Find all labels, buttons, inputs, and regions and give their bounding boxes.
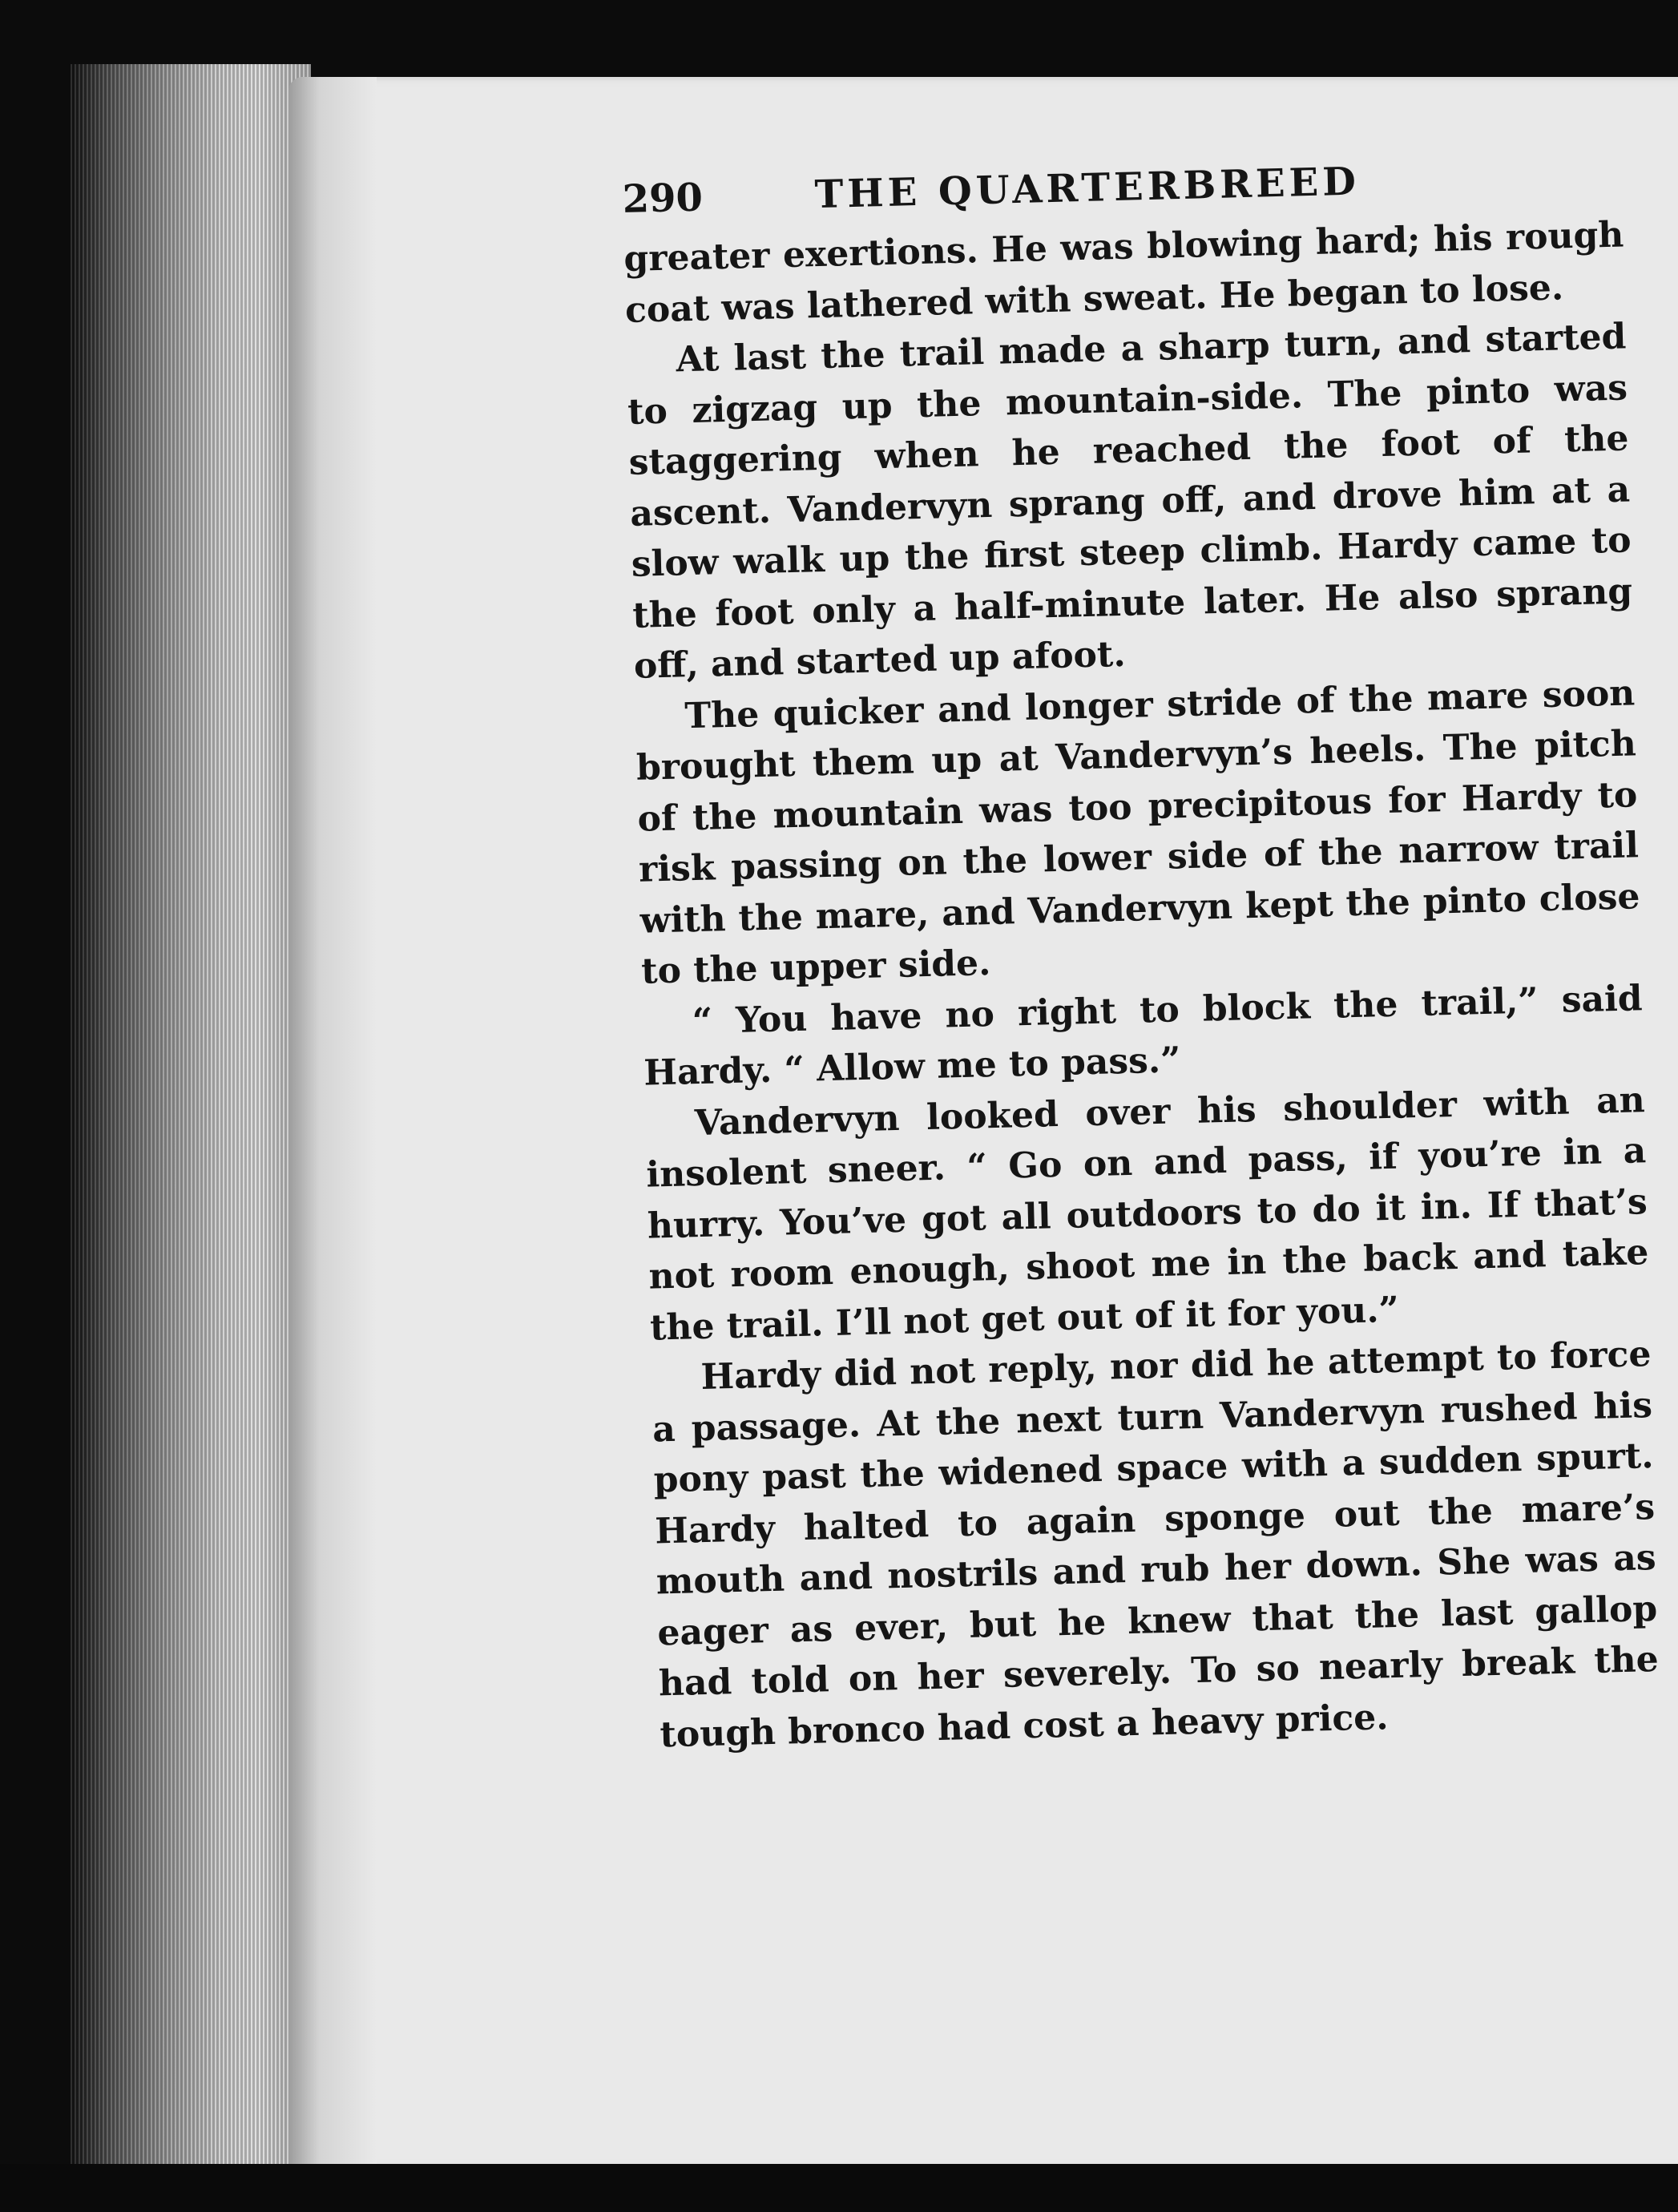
scan-border [0,2164,1678,2212]
paragraph: Vandervyn looked over his shoulder with an insolent sneer. “ Go on and pass, if you’re in a hurry. You’ve got all outdoors to do it in. If that’s not room enough, shoot me in the back and take the trail. I’ll not get out of it for you.” [645,1079,1649,1349]
page-block-edge [71,64,311,2164]
page-number: 290 [622,175,704,222]
page-gutter-shadow [288,77,377,2169]
paragraph: Hardy did not reply, nor did he attempt to force a passage. At the next turn Vandervyn rushed his pony past the widened space with a sudden spurt. Hardy halted to again sponge out the mare’s mouth and nostrils and rub her down. She was as eager as ever, but he knew that the last gallop had told on her severely. To so nearly break the tough bronco had cost a heavy price. [651,1334,1660,1755]
book-title: THE QUARTERBREED [814,159,1361,218]
paragraph-continued: greater exertions. He was blowing hard; his rough coat was lathered with sweat. He began to lose. [623,214,1624,331]
paragraph-dialogue: “ You have no right to block the trail,” said Hardy. “ Allow me to pass.” [643,977,1644,1094]
page-text [622,151,1664,1922]
paragraph: At last the trail made a sharp turn, and started to zigzag up the mountain-side. The pinto was staggering when he reached the foot of the ascent. Vandervyn sprang off, and drove him at a slow walk up the first steep climb. Hardy came to the foot only a half-minute later. He also sprang off, and started up afoot. [627,316,1633,687]
paragraph: The quicker and longer stride of the mare soon brought them up at Vandervyn’s heels. The pitch of the mountain was too precipitous for Hardy to risk passing on the lower side of the narrow trail with the mare, and Vandervyn kept the pinto close to the upper side. [635,672,1640,992]
